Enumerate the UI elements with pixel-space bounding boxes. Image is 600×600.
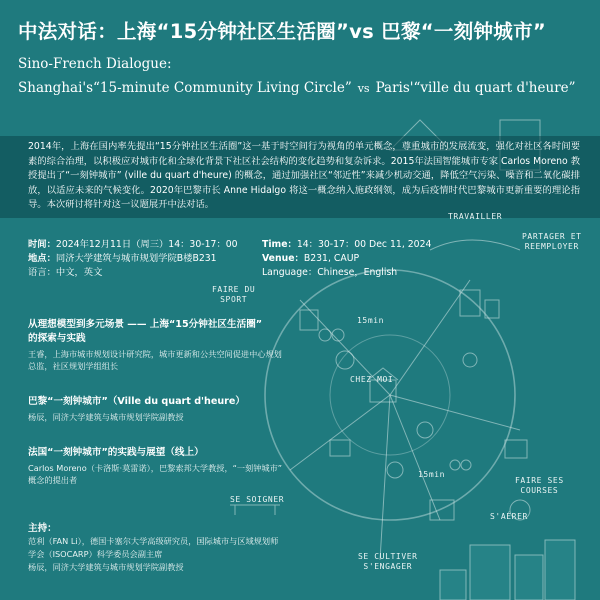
title-paris-en: Paris'“ville du quart d'heure” (375, 80, 576, 96)
host-details (28, 535, 328, 574)
page-title-cn: 中法对话：上海“15分钟社区生活圈”vs 巴黎“一刻钟城市” (18, 20, 547, 43)
host-heading: 主持： (28, 523, 57, 534)
label-partager-line2: REEMPLOYER (524, 242, 579, 251)
lang-value-cn: 中文，英文 (55, 267, 103, 278)
talk-3-speaker-line1: Carlos Moreno（卡洛斯·莫雷诺），巴黎索邦大学教授，“一刻钟城市” (28, 463, 283, 473)
label-15min-top: 15min (357, 316, 385, 325)
talk-1 (28, 318, 318, 372)
event-info-en (262, 238, 431, 280)
event-info-cn (28, 238, 238, 280)
venue-value-en: B231, CAUP (303, 253, 360, 264)
place-value-cn: 同济大学建筑与城市规划学院B楼B231 (55, 253, 217, 264)
label-s-aerer: S'AÉRER (490, 512, 528, 521)
page-title-en-line2 (18, 80, 576, 96)
host-line1: 范利（FAN Li），德国卡塞尔大学高级研究员，国际城市与区域规划师 (28, 536, 279, 546)
label-faire-sport (212, 285, 255, 305)
talk-3-speaker (28, 462, 318, 486)
lang-label-cn: 语言： (28, 267, 56, 278)
label-travailler: TRAVAILLER (448, 212, 503, 221)
talk-1-title-line2: 的探索与实践 (28, 333, 86, 344)
label-se-cultiver (358, 552, 418, 572)
host-line2: 学会（ISOCARP）科学委员会副主席 (28, 549, 163, 559)
time-value-en: 14：30-17：00 Dec 11, 2024 (296, 239, 432, 250)
talk-2-title: 巴黎“一刻钟城市”（Ville du quart d'heure） (28, 396, 245, 407)
intro-paragraph: 2014年，上海在国内率先提出“15分钟社区生活圈”这一基于时空间行为视角的单元概念，尊重城市的发展流变，强化对社区各时间要素的综合治理，以积极应对城市化和全球化背景下社区社会结构的变化趋势和复杂诉求。2015年法国智能城市专家 Carlos Moreno 教授提出了“一刻钟城市” (ville du quart d'heure) 的概念，通过加强社区“邻近性”来减少机动交通，降低空气污染、噪音和二氧化碳排放，以适应未来的气候变化。2020年巴黎市长 Anne Hidalgo 将这一概念纳入施政纲领，成为后疫情时代巴黎城市更新重要的理论指导。本次研讨将针对这一议题展开中法对话。 (28, 141, 580, 210)
talk-2-speaker: 杨辰，同济大学建筑与城市规划学院副教授 (28, 412, 184, 422)
lang-value-en: Chinese，English (317, 267, 398, 278)
label-faire-courses-line1: FAIRE SES (515, 476, 564, 485)
time-row-cn (28, 238, 238, 252)
talk-1-speaker-line1: 王睿，上海市城市规划设计研究院，城市更新和公共空间促进中心规划 (28, 349, 282, 359)
label-faire-sport-line1: FAIRE DU (212, 285, 256, 294)
talk-1-title-line1: 从理想模型到多元场景 —— 上海“15分钟社区生活圈” (28, 319, 263, 330)
talk-3-speaker-line2: 概念的提出者 (28, 475, 78, 485)
label-partager (522, 232, 582, 252)
venue-label-en: Venue： (262, 253, 304, 264)
title-shanghai-en: Shanghai's“15-minute Community Living Circle” (18, 80, 352, 96)
title-vs: vs (357, 82, 370, 95)
lang-row-cn (28, 266, 238, 280)
time-label-cn: 时间： (28, 239, 56, 250)
venue-row-en (262, 252, 431, 266)
page-title-en-line1: Sino-French Dialogue: (18, 56, 172, 72)
place-row-cn (28, 252, 238, 266)
lang-row-en (262, 266, 431, 280)
label-partager-line1: PARTAGER ET (522, 232, 582, 241)
label-chez-moi: CHEZ MOI (350, 375, 394, 384)
label-se-cultiver-line1: SE CULTIVER (358, 552, 418, 561)
time-label-en: Time： (262, 239, 297, 250)
time-row-en (262, 238, 431, 252)
label-faire-sport-line2: SPORT (220, 295, 248, 304)
talk-1-speaker-line2: 总监，社区规划学组组长 (28, 361, 119, 371)
lang-label-en: Language： (262, 267, 318, 278)
label-se-soigner: SE SOIGNER (230, 495, 285, 504)
label-faire-courses-line2: COURSES (520, 486, 559, 495)
talk-1-speaker (28, 348, 318, 372)
label-15min-bottom: 15min (418, 470, 446, 479)
host-line3: 杨辰，同济大学建筑与城市规划学院副教授 (28, 562, 184, 572)
talk-3 (28, 446, 318, 486)
talk-3-title: 法国“一刻钟城市”的实践与展望（线上） (28, 447, 204, 458)
label-se-cultiver-line2: S'ENGAGER (363, 562, 413, 571)
place-label-cn: 地点： (28, 253, 56, 264)
time-value-cn: 2024年12月11日（周三）14：30-17：00 (55, 239, 238, 250)
talk-2 (28, 395, 318, 423)
label-faire-courses (515, 476, 564, 496)
